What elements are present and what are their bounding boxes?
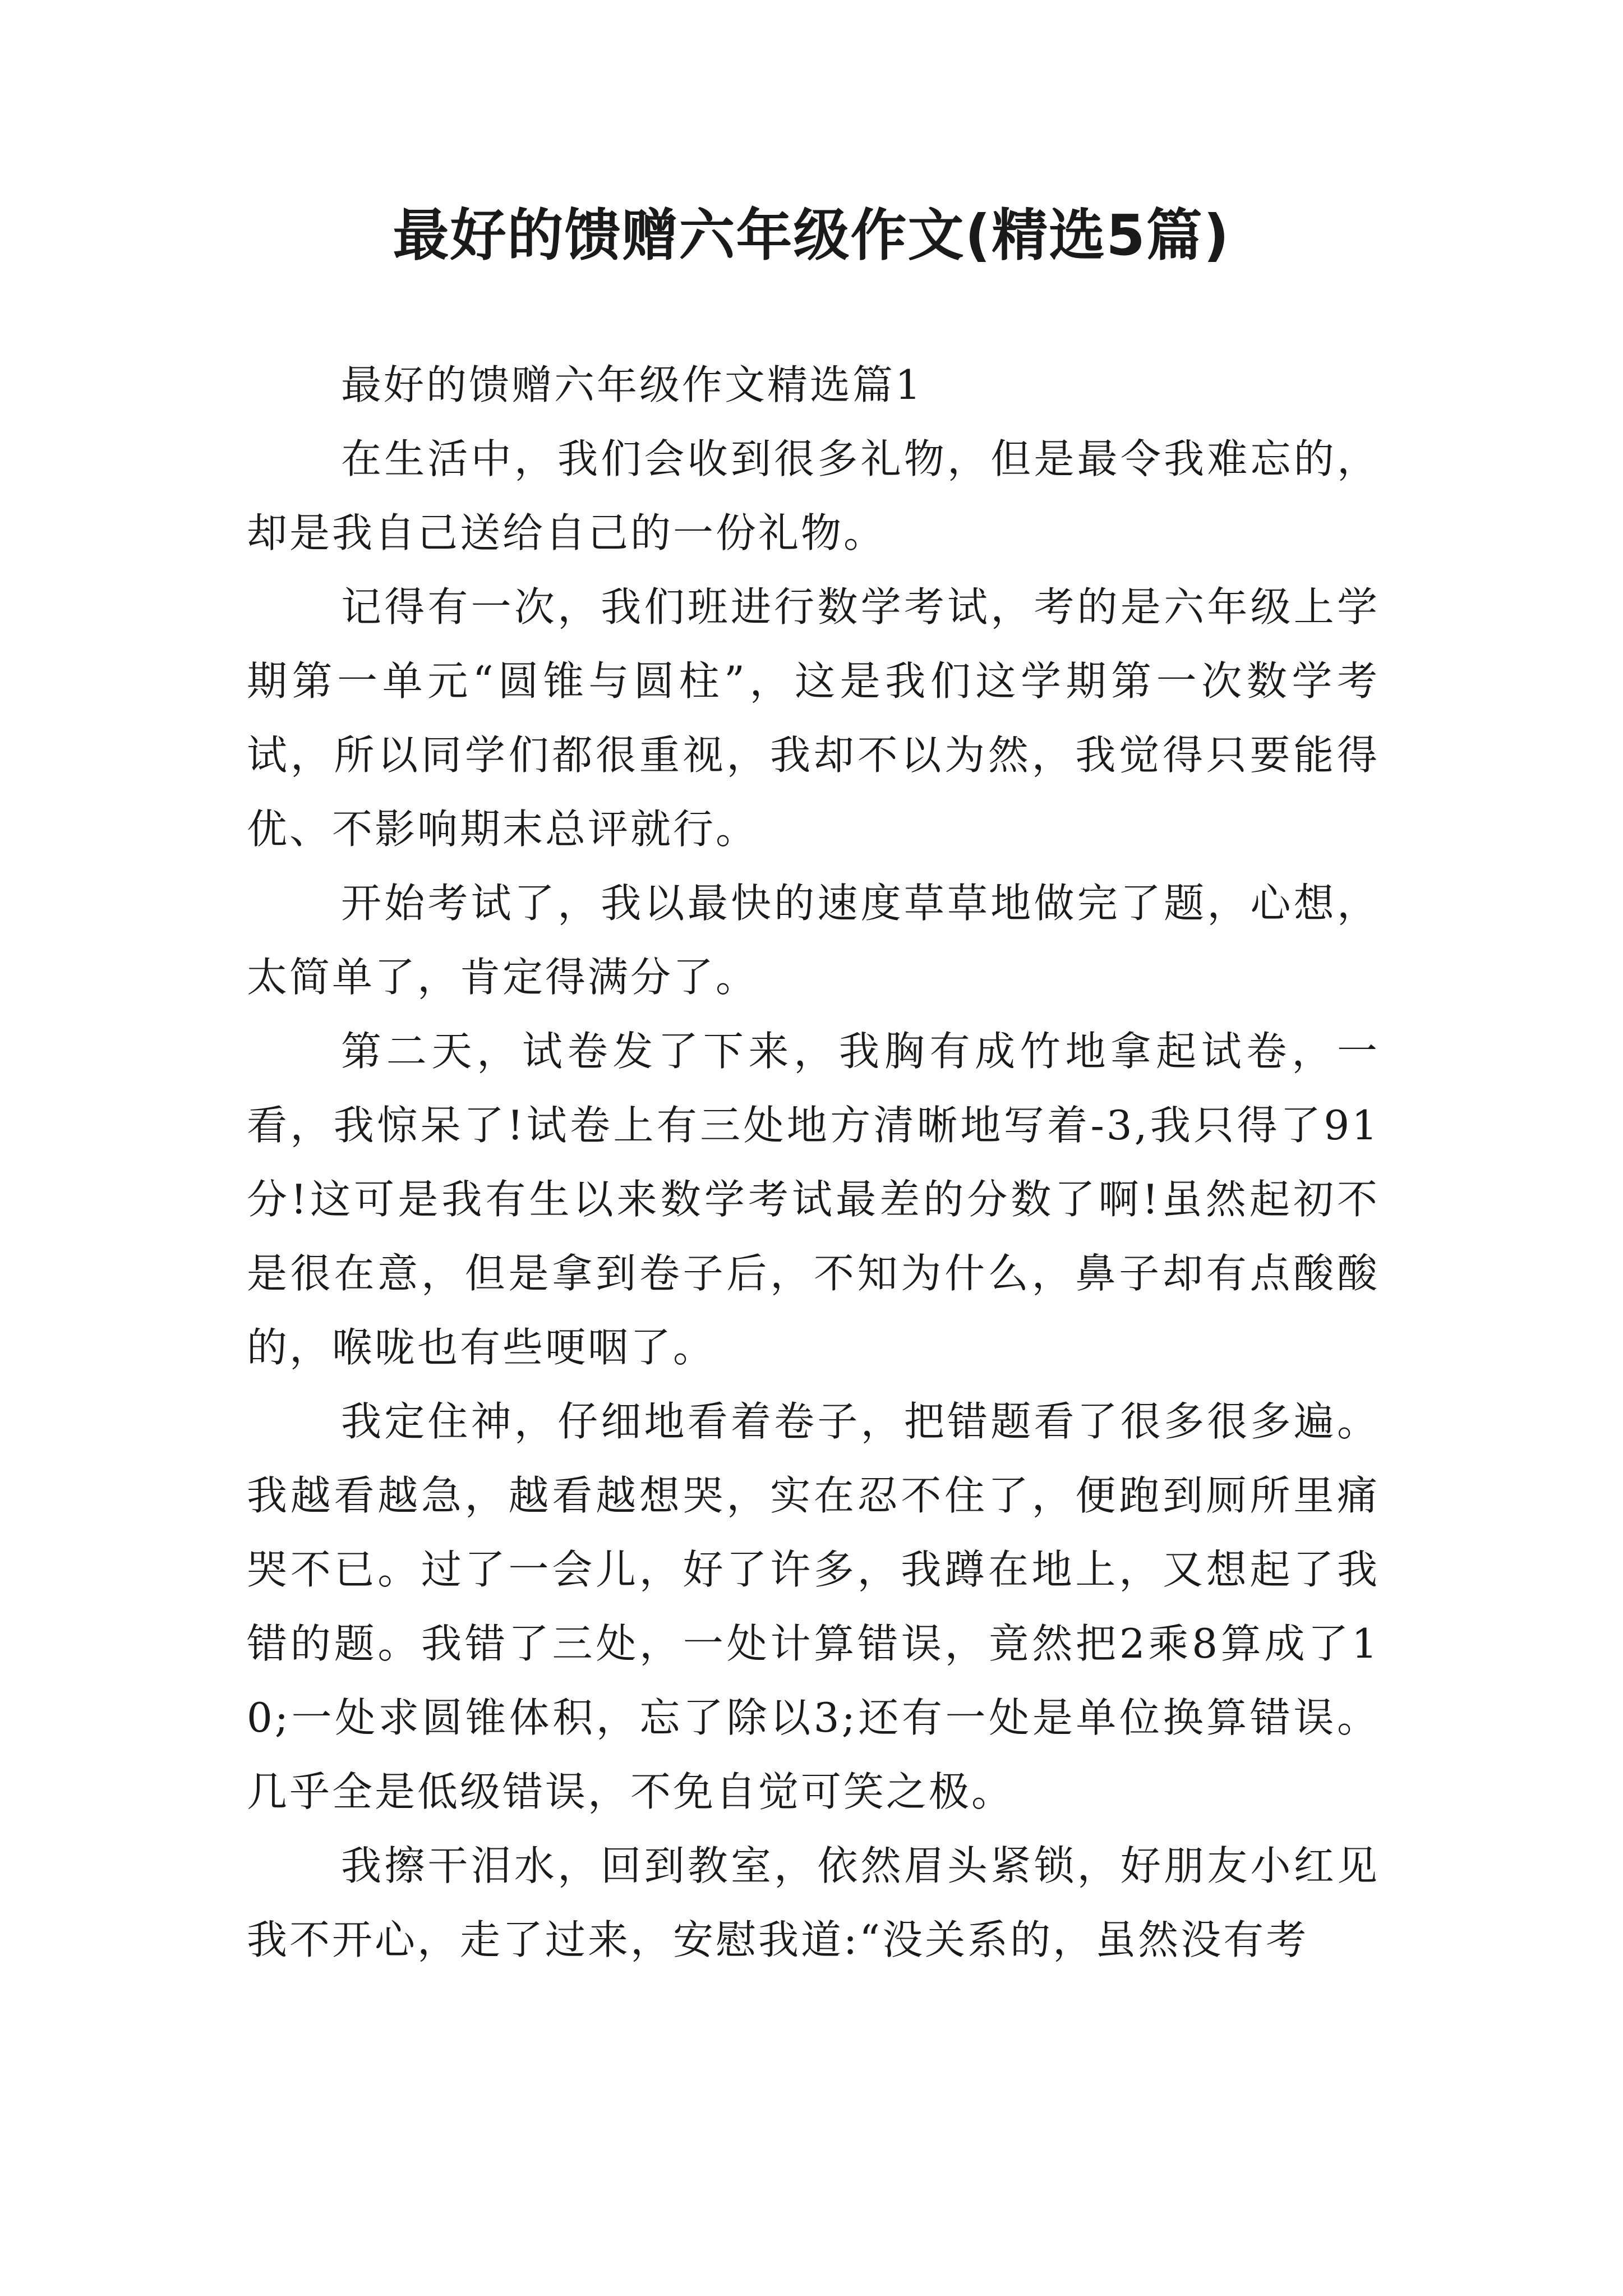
paragraph: 记得有一次，我们班进行数学考试，考的是六年级上学期第一单元“圆锥与圆柱”，这是我们这学期第一次数学考试，所以同学们都很重视，我却不以为然，我觉得只要能得优、不影响期末总评就行。 [247, 583, 1380, 853]
document-body [247, 348, 1380, 1977]
paragraph: 开始考试了，我以最快的速度草草地做完了题，心想，太简单了，肯定得满分了。 [247, 880, 1380, 1001]
paragraph: 我擦干泪水，回到教室，依然眉头紧锁，好朋友小红见我不开心，走了过来，安慰我道:“没关系的，虽然没有考 [247, 1842, 1380, 1963]
paragraph: 第二天，试卷发了下来，我胸有成竹地拿起试卷，一看，我惊呆了!试卷上有三处地方清晰地写着-3,我只得了91分!这可是我有生以来数学考试最差的分数了啊!虽然起初不是很在意，但是拿到卷子后，不知为什么，鼻子却有点酸酸的，喉咙也有些哽咽了。 [247, 1028, 1380, 1371]
paragraph: 在生活中，我们会收到很多礼物，但是最令我难忘的，却是我自己送给自己的一份礼物。 [247, 435, 1380, 556]
section-heading: 最好的馈赠六年级作文精选篇1 [341, 361, 923, 408]
document-title: 最好的馈赠六年级作文(精选5篇) [393, 203, 1230, 268]
paragraph: 我定住神，仔细地看着卷子，把错题看了很多很多遍。我越看越急，越看越想哭，实在忍不住了，便跑到厕所里痛哭不已。过了一会儿，好了许多，我蹲在地上，又想起了我错的题。我错了三处，一处计算错误，竟然把2乘8算成了10;一处求圆锥体积，忘了除以3;还有一处是单位换算错误。几乎全是低级错误，不免自觉可笑之极。 [247, 1398, 1380, 1815]
